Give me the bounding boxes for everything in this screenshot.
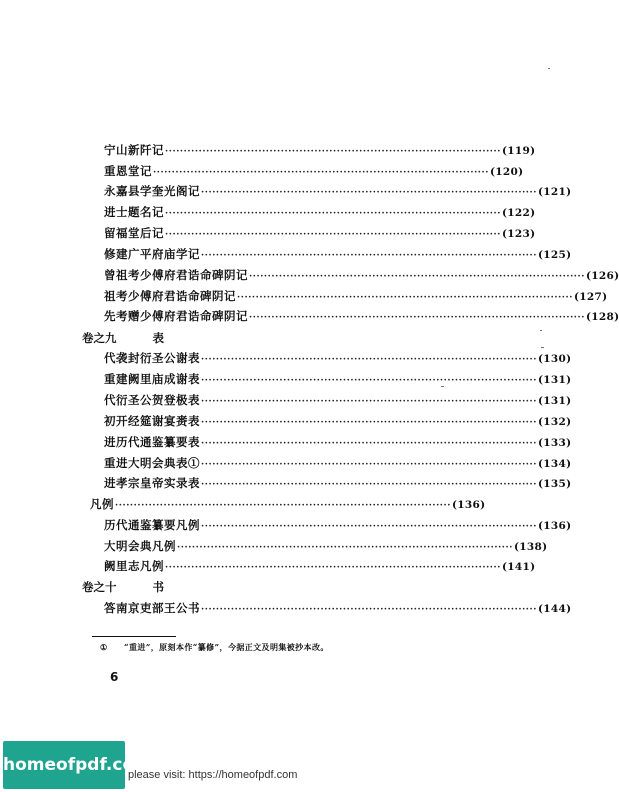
leader-dots: ·························································································· <box>201 605 537 615</box>
toc-entry-page: (122) <box>502 207 536 219</box>
footnote-marker: ① <box>100 642 108 652</box>
toc-entry-page: (125) <box>538 249 572 261</box>
leader-dots: ·························································································· <box>165 147 501 157</box>
leader-dots: ·························································································· <box>237 293 573 303</box>
volume-heading <box>82 329 164 347</box>
toc-entry-page: (134) <box>538 458 572 470</box>
toc-entry-title: 进士题名记 <box>104 205 164 219</box>
toc-entry-page: (136) <box>538 520 572 532</box>
toc-entry-page: (135) <box>538 478 572 490</box>
toc-entry-title: 祖考少傅府君诰命碑阴记 <box>104 289 236 303</box>
toc-entry[interactable] <box>104 599 572 617</box>
toc-entry[interactable] <box>104 537 548 555</box>
leader-dots: ·························································································· <box>201 188 537 198</box>
toc-entry[interactable] <box>104 162 524 180</box>
footnote <box>100 642 329 653</box>
volume-heading-category: 表 <box>152 331 165 345</box>
leader-dots: ·························································································· <box>201 376 537 386</box>
volume-heading <box>82 578 164 596</box>
toc-entry[interactable] <box>104 245 572 263</box>
toc-entry[interactable] <box>104 516 572 534</box>
page-number: 6 <box>110 670 119 684</box>
leader-dots: ·························································································· <box>201 522 537 532</box>
toc-entry-page: (119) <box>502 145 536 157</box>
footnote-divider <box>92 636 176 637</box>
scan-speck <box>548 68 550 69</box>
leader-dots: ·························································································· <box>177 543 513 553</box>
leader-dots: ·························································································· <box>165 209 501 219</box>
leader-dots: ·························································································· <box>201 418 537 428</box>
toc-entry-page: (138) <box>514 541 548 553</box>
toc-entry-title: 曾祖考少傅府君诰命碑阴记 <box>104 268 248 282</box>
toc-entry-page: (121) <box>538 186 572 198</box>
toc-entry-title: 代袭封衍圣公谢表 <box>104 351 200 365</box>
toc-entry-page: (123) <box>502 228 536 240</box>
leader-dots: ·························································································· <box>165 230 501 240</box>
leader-dots: ·························································································· <box>165 563 501 573</box>
toc-entry[interactable] <box>104 182 572 200</box>
leader-dots: ·························································································· <box>201 480 537 490</box>
toc-entry[interactable] <box>104 433 572 451</box>
toc-entry-title: 重建阙里庙成谢表 <box>104 372 200 386</box>
scan-speck <box>441 386 444 387</box>
toc-entry-title: 永嘉县学奎光阁记 <box>104 184 200 198</box>
toc-entry[interactable] <box>104 474 572 492</box>
toc-entry-title: 代衍圣公贺登极表 <box>104 393 200 407</box>
volume-heading-title: 卷之十 <box>82 580 117 594</box>
leader-dots: ·························································································· <box>115 501 451 511</box>
scan-speck <box>541 347 544 348</box>
toc-entry-title: 留福堂后记 <box>104 226 164 240</box>
toc-entry[interactable] <box>104 287 608 305</box>
toc-entry-title: 阙里志凡例 <box>104 559 164 573</box>
toc-entry[interactable] <box>104 454 572 472</box>
toc-entry-page: (127) <box>574 291 608 303</box>
toc-entry-page: (131) <box>538 374 572 386</box>
volume-heading-category: 书 <box>152 580 165 594</box>
toc-subheading-page: (136) <box>452 499 486 511</box>
leader-dots: ·························································································· <box>201 355 537 365</box>
toc-entry-page: (144) <box>538 603 572 615</box>
watermark-badge[interactable]: homeofpdf.com <box>3 741 125 789</box>
leader-dots: ·························································································· <box>249 313 585 323</box>
toc-entry-title: 进孝宗皇帝实录表 <box>104 476 200 490</box>
toc-entry[interactable] <box>104 307 619 325</box>
toc-entry[interactable] <box>104 203 536 221</box>
toc-entry-page: (126) <box>586 270 619 282</box>
toc-entry-title: 答南京吏部王公书 <box>104 601 200 615</box>
leader-dots: ·························································································· <box>201 251 537 261</box>
leader-dots: ·························································································· <box>153 168 489 178</box>
toc-entry[interactable] <box>104 224 536 242</box>
toc-entry-page: (132) <box>538 416 572 428</box>
toc-entry[interactable] <box>104 557 536 575</box>
toc-entry-title: 历代通鉴纂要凡例 <box>104 518 200 532</box>
toc-entry[interactable] <box>104 141 536 159</box>
toc-entry-title: 重进大明会典表① <box>104 456 200 470</box>
watermark-link-text[interactable]: please visit: https://homeofpdf.com <box>128 769 298 781</box>
toc-entry-title: 初开经筵谢宴赉表 <box>104 414 200 428</box>
leader-dots: ·························································································· <box>249 272 585 282</box>
leader-dots: ·························································································· <box>201 439 537 449</box>
toc-entry-title: 宁山新阡记 <box>104 143 164 157</box>
toc-entry-page: (128) <box>586 311 619 323</box>
toc-entry-page: (120) <box>490 166 524 178</box>
toc-entry[interactable] <box>104 266 619 284</box>
toc-entry[interactable] <box>104 412 572 430</box>
leader-dots: ·························································································· <box>201 460 537 470</box>
toc-entry-title: 进历代通鉴纂要表 <box>104 435 200 449</box>
scan-speck <box>540 330 542 331</box>
toc-entry-title: 修建广平府庙学记 <box>104 247 200 261</box>
toc-subheading[interactable] <box>90 495 486 513</box>
volume-heading-title: 卷之九 <box>82 331 117 345</box>
toc-entry-title: 大明会典凡例 <box>104 539 176 553</box>
toc-entry[interactable] <box>104 349 572 367</box>
toc-subheading-title: 凡例 <box>90 497 114 511</box>
footnote-text: “重进”，原刻本作“纂修”，今据正文及明集被抄本改。 <box>123 642 329 652</box>
toc-entry-page: (133) <box>538 437 572 449</box>
toc-entry-page: (130) <box>538 353 572 365</box>
toc-entry[interactable] <box>104 391 572 409</box>
toc-entry-page: (131) <box>538 395 572 407</box>
toc-entry-title: 先考赠少傅府君诰命碑阴记 <box>104 309 248 323</box>
toc-entry-page: (141) <box>502 561 536 573</box>
toc-entry[interactable] <box>104 370 572 388</box>
toc-entry-title: 重恩堂记 <box>104 164 152 178</box>
leader-dots: ·························································································· <box>201 397 537 407</box>
